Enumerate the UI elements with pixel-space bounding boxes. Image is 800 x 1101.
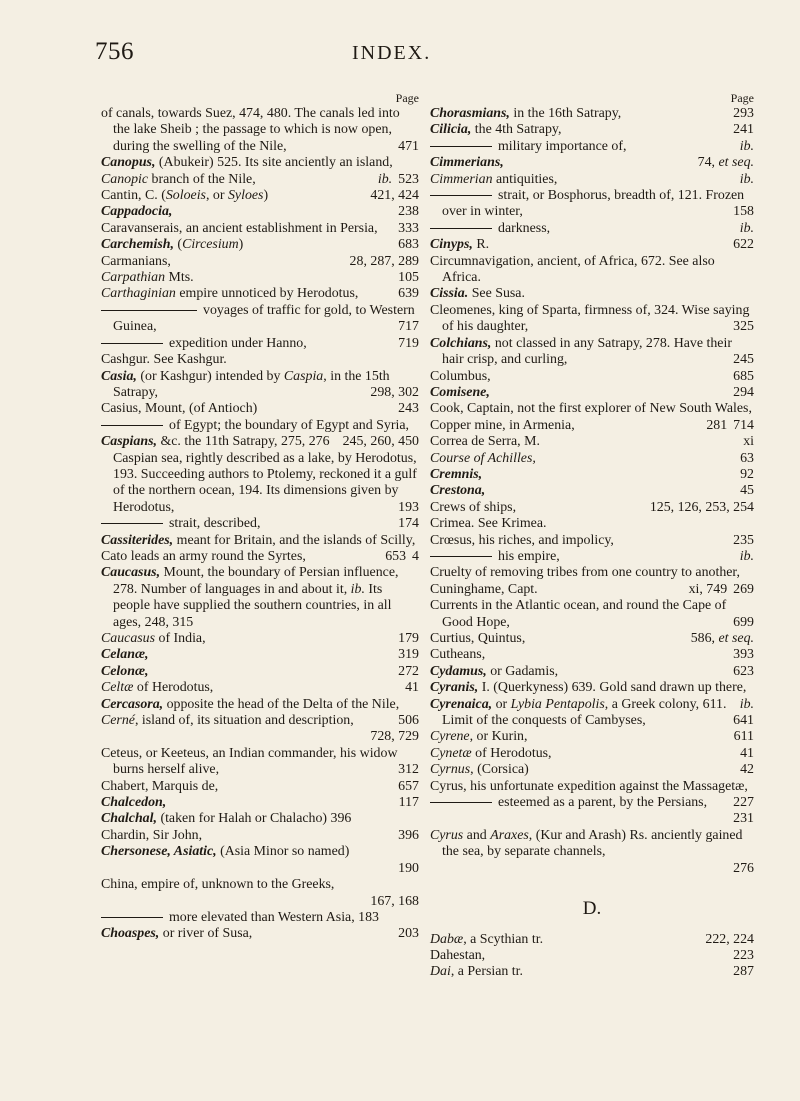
index-entry: Canopus, (Abukeir) 525. Its site anciently an island, 523: [101, 155, 419, 187]
index-entry: Carthaginian empire unnoticed by Herodotus, 639: [101, 286, 419, 302]
index-entry: Copper mine, in Armenia, 281: [430, 417, 728, 433]
index-entry: Cassiterides, meant for Britain, and the islands of Scilly, 4: [101, 532, 419, 564]
index-entry: Dahestan, 223: [430, 947, 754, 963]
index-entry: Chalcedon, 117: [101, 795, 419, 811]
index-entry: Cleomenes, king of Sparta, firmness of, 324. Wise saying of his daughter, 325: [430, 302, 754, 335]
index-entry: Cyrus and Araxes, (Kur and Arash) Rs. anciently gained the sea, by separate channels, 276: [430, 827, 754, 876]
index-entry: Currents in the Atlantic ocean, and round the Cape of Good Hope, 699: [430, 598, 754, 630]
index-entry: Crimea. See Krimea.: [430, 516, 547, 532]
index-entry: Curtius, Quintus, 586, et seq.: [430, 631, 754, 646]
running-head: INDEX.: [352, 42, 432, 64]
index-entry: Ceteus, or Keeteus, an Indian commander, his widow burns herself alive, 312: [101, 745, 419, 778]
index-entry: Chardin, Sir John, 396: [101, 827, 419, 843]
index-entry: Chalchal, (taken for Halah or Chalacho) 396: [101, 811, 352, 827]
d-entries: [430, 932, 754, 981]
left-column: [101, 92, 419, 943]
index-entry: Casius, Mount, (of Antioch) 243: [101, 401, 419, 417]
index-entry: Crœsus, his riches, and impolicy, 235: [430, 532, 754, 548]
index-entry: Crews of ships, 125, 126, 253, 254: [430, 499, 754, 515]
index-entry: Choaspes, or river of Susa, 203: [101, 926, 419, 942]
index-entry: more elevated than Western Asia, 183: [101, 910, 419, 926]
left-entries: [101, 106, 419, 943]
index-entry: military importance of, ib.: [430, 139, 754, 155]
page-number: 756: [95, 38, 134, 65]
index-entry: of canals, towards Suez, 474, 480. The canals led into the lake Sheib ; the passage to which is now open, during the swelling of the Nile, 471: [101, 106, 419, 154]
index-entry: Cercasora, opposite the head of the Delta of the Nile, 506: [101, 696, 419, 729]
index-entry: Celtæ of Herodotus, 41: [101, 680, 419, 696]
index-entry: Cashgur. See Kashgur.: [101, 352, 227, 368]
index-entry: Cutheans, 393: [430, 647, 754, 663]
index-entry: Cuninghame, Capt. xi, 749: [430, 581, 728, 597]
index-entry: Cinyps, R. 622: [430, 237, 754, 253]
index-entry: Carmanians, 28, 287, 289: [101, 253, 419, 269]
index-entry: Cantin, C. (Soloeis, or Syloes) 421, 424: [101, 188, 419, 204]
right-entries: [430, 106, 754, 877]
index-entry: darkness, ib.: [430, 221, 754, 237]
index-entry: Cimmerians, 74, et seq.: [430, 155, 754, 171]
page-label-right: Page: [730, 91, 754, 105]
index-entry: Celanæ, 319: [101, 647, 419, 663]
index-entry: strait, or Bosphorus, breadth of, 121. Frozen over in winter, 158: [430, 188, 754, 221]
page-label-left: Page: [395, 91, 419, 105]
index-entry: Chersonese, Asiatic, (Asia Minor so named) 190: [101, 844, 419, 876]
index-entry: Cyrenaica, or Lybia Pentapolis, a Greek colony, 611. Limit of the conquests of Cambyses, 641: [430, 696, 754, 729]
index-entry: Cyrnus, (Corsica) 42: [430, 762, 754, 778]
index-entry: of Egypt; the boundary of Egypt and Syria, 245, 260, 450: [101, 418, 419, 434]
index-entry: expedition under Hanno, 719: [101, 336, 419, 352]
index-entry: Celonæ, 272: [101, 663, 419, 679]
index-entry: Dabæ, a Scythian tr. 222, 224: [430, 931, 754, 947]
index-entry: Cerné, island of, its situation and description, 728, 729: [101, 713, 419, 745]
section-letter-d: D.: [582, 898, 602, 920]
index-entry: Dai, a Persian tr. 287: [430, 964, 754, 980]
right-column: [430, 92, 754, 981]
index-entry: Cruelty of removing tribes from one country to another, 269: [430, 565, 754, 597]
index-entry: Cissia. See Susa.: [430, 286, 525, 302]
index-entry: Caspians, &c. the 11th Satrapy, 275, 276 Caspian sea, rightly described as a lake, by Herodotus, 193. Succeeding authors to Ptolemy, reckoned it a gulf of the northern ocean, 194. Its dimensions given by Herodotus, 193: [101, 434, 419, 515]
index-entry: Cyranis, I. (Querkyness) 639. Gold sand drawn up there, ib.: [430, 680, 754, 712]
index-entry: Crestona, 45: [430, 483, 754, 499]
index-entry: Cook, Captain, not the first explorer of New South Wales, 714: [430, 401, 754, 433]
index-entry: Cappadocia, 238: [101, 204, 419, 220]
index-entry: Caucasus, Mount, the boundary of Persian influence, 278. Number of languages in and about it, ib. Its people have supplied the southern countries, in all ages, 248, 315: [101, 565, 399, 630]
index-entry: his empire, ib.: [430, 549, 754, 565]
index-entry: esteemed as a parent, by the Persians, 231: [430, 795, 754, 828]
index-entry: Carchemish, (Circesium) 683: [101, 237, 419, 253]
index-entry: Caravanserais, an ancient establishment in Persia, 333: [101, 220, 419, 236]
index-entry: Comisene, 294: [430, 384, 754, 400]
index-entry: strait, described, 174: [101, 516, 419, 532]
index-entry: Cyrus, his unfortunate expedition against the Massagetæ, 227: [430, 778, 754, 811]
index-entry: Colchians, not classed in any Satrapy, 278. Have their hair crisp, and curling, 245: [430, 335, 754, 368]
index-entry: voyages of traffic for gold, to Western Guinea, 717: [101, 303, 419, 336]
index-entry: Casia, (or Kashgur) intended by Caspia, in the 15th Satrapy, 298, 302: [101, 368, 419, 400]
index-entry: Chabert, Marquis de, 657: [101, 778, 419, 794]
index-entry: Cydamus, or Gadamis, 623: [430, 663, 754, 679]
index-entry: Canopic branch of the Nile, ib.: [101, 171, 393, 187]
index-entry: China, empire of, unknown to the Greeks, 167, 168: [101, 877, 419, 909]
index-entry: Circumnavigation, ancient, of Africa, 672. See also Africa.: [430, 253, 715, 286]
index-entry: Columbus, 685: [430, 368, 754, 384]
index-entry: Caucasus of India, 179: [101, 631, 419, 646]
index-entry: Cimmerian antiquities, ib.: [430, 171, 754, 187]
index-entry: Cyrene, or Kurin, 611: [430, 729, 754, 745]
index-entry: Carpathian Mts. 105: [101, 270, 419, 286]
index-entry: Cilicia, the 4th Satrapy, 241: [430, 122, 754, 138]
index-entry: Cato leads an army round the Syrtes, 653: [101, 548, 407, 564]
index-entry: Correa de Serra, M. xi: [430, 434, 754, 450]
index-entry: Course of Achilles, 63: [430, 450, 754, 466]
index-entry: Cynetæ of Herodotus, 41: [430, 745, 754, 761]
index-entry: Chorasmians, in the 16th Satrapy, 293: [430, 106, 754, 121]
index-entry: Cremnis, 92: [430, 466, 754, 482]
